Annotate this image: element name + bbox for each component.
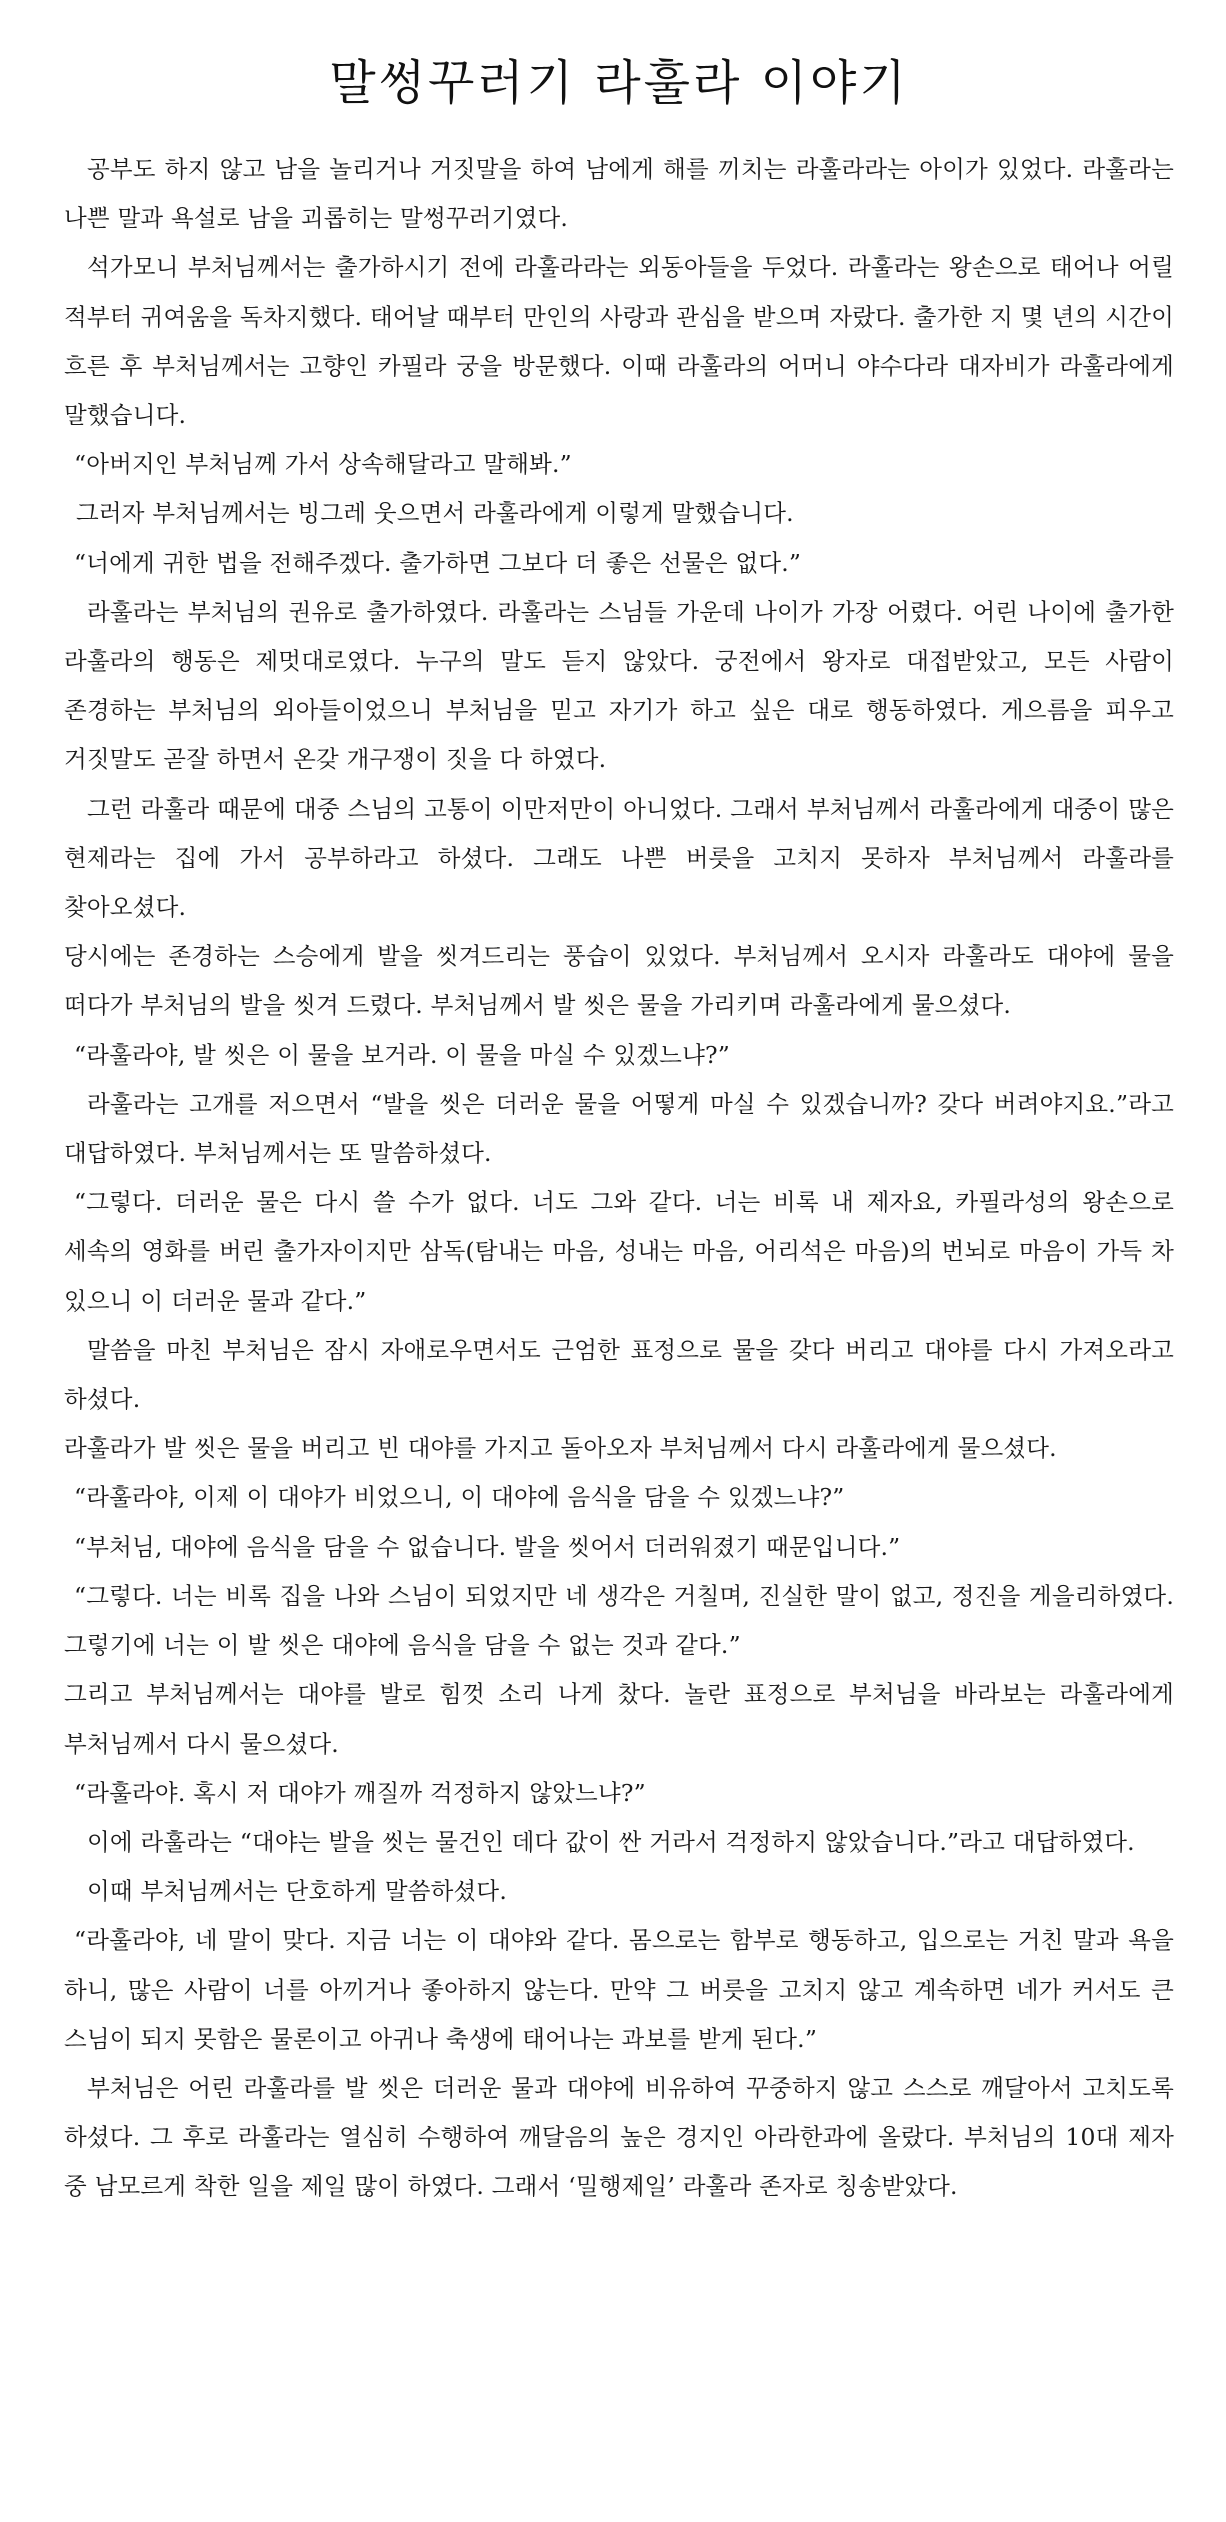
- paragraph-quote: “그렇다. 더러운 물은 다시 쓸 수가 없다. 너도 그와 같다. 너는 비록 내 제자요, 카필라성의 왕손으로 세속의 영화를 버린 출가자이지만 삼독(탐내는 마음, 성내는 마음, 어리석은 마음)의 번뇌로 마음이 가득 차 있으니 이 더러운 물과 같다.”: [64, 1188, 1174, 1315]
- paragraph: 말씀을 마친 부처님은 잠시 자애로우면서도 근엄한 표정으로 물을 갖다 버리고 대야를 다시 가져오라고 하셨다.: [64, 1335, 1174, 1414]
- paragraph: 그리고 부처님께서는 대야를 발로 힘껏 소리 나게 찼다. 놀란 표정으로 부처님을 바라보는 라훌라에게 부처님께서 다시 물으셨다.: [64, 1680, 1174, 1758]
- paragraph: 라훌라는 부처님의 권유로 출가하였다. 라훌라는 스님들 가운데 나이가 가장 어렸다. 어린 나이에 출가한 라훌라의 행동은 제멋대로였다. 누구의 말도 듣지 않았다. 궁전에서 왕자로 대접받았고, 모든 사람이 존경하는 부처님의 외아들이었으니 부처님을 믿고 자기가 하고 싶은 대로 행동하였다. 게으름을 피우고 거짓말도 곧잘 하면서 온갖 개구쟁이 짓을 다 하였다.: [64, 597, 1174, 774]
- paragraph: 그런 라훌라 때문에 대중 스님의 고통이 이만저만이 아니었다. 그래서 부처님께서 라훌라에게 대중이 많은 현제라는 집에 가서 공부하라고 하셨다. 그래도 나쁜 버릇을 고치지 못하자 부처님께서 라훌라를 찾아오셨다.: [64, 794, 1174, 922]
- paragraph: 라훌라가 발 씻은 물을 버리고 빈 대야를 가지고 돌아오자 부처님께서 다시 라훌라에게 물으셨다.: [64, 1434, 1057, 1463]
- paragraph: 이에 라훌라는 “대야는 발을 씻는 물건인 데다 값이 싼 거라서 걱정하지 않았습니다.”라고 대답하였다.: [87, 1827, 1135, 1856]
- paragraph-quote: “라훌라야, 이제 이 대야가 비었으니, 이 대야에 음식을 담을 수 있겠느냐?”: [74, 1483, 845, 1512]
- paragraph-quote: “라훌라야, 네 말이 맞다. 지금 너는 이 대야와 같다. 몸으로는 함부로 행동하고, 입으로는 거친 말과 욕을 하니, 많은 사람이 너를 아끼거나 좋아하지 않는다. 만약 그 버릇을 고치지 않고 계속하면 네가 커서도 큰 스님이 되지 못함은 물론이고 아귀나 축생에 태어나는 과보를 받게 된다.”: [64, 1926, 1174, 2053]
- paragraph-quote: “라훌라야, 발 씻은 이 물을 보거라. 이 물을 마실 수 있겠느냐?”: [74, 1040, 730, 1069]
- paragraph-quote: “부처님, 대야에 음식을 담을 수 없습니다. 발을 씻어서 더러워졌기 때문입니다.”: [74, 1532, 901, 1561]
- paragraph: 부처님은 어린 라훌라를 발 씻은 더러운 물과 대야에 비유하여 꾸중하지 않고 스스로 깨달아서 고치도록 하셨다. 그 후로 라훌라는 열심히 수행하여 깨달음의 높은 경지인 아라한과에 올랐다. 부처님의 10대 제자 중 남모르게 착한 일을 제일 많이 하였다. 그래서 ‘밀행제일’ 라훌라 존자로 칭송받았다.: [64, 2073, 1174, 2201]
- paragraph: 공부도 하지 않고 남을 놀리거나 거짓말을 하여 남에게 해를 끼치는 라훌라라는 아이가 있었다. 라훌라는 나쁜 말과 욕설로 남을 괴롭히는 말썽꾸러기였다.: [64, 155, 1174, 233]
- paragraph: 당시에는 존경하는 스승에게 발을 씻겨드리는 풍습이 있었다. 부처님께서 오시자 라훌라도 대야에 물을 떠다가 부처님의 발을 씻겨 드렸다. 부처님께서 발 씻은 물을 가리키며 라훌라에게 물으셨다.: [64, 942, 1174, 1020]
- paragraph: 석가모니 부처님께서는 출가하시기 전에 라훌라라는 외동아들을 두었다. 라훌라는 왕손으로 태어나 어릴 적부터 귀여움을 독차지했다. 태어날 때부터 만인의 사랑과 관심을 받으며 자랐다. 출가한 지 몇 년의 시간이 흐른 후 부처님께서는 고향인 카필라 궁을 방문했다. 이때 라훌라의 어머니 야수다라 대자비가 라훌라에게 말했습니다.: [64, 253, 1174, 430]
- paragraph-quote: “아버지인 부처님께 가서 상속해달라고 말해봐.”: [74, 450, 572, 479]
- paragraph: 라훌라는 고개를 저으면서 “발을 씻은 더러운 물을 어떻게 마실 수 있겠습니까? 갖다 버려야지요.”라고 대답하였다. 부처님께서는 또 말씀하셨다.: [64, 1089, 1174, 1168]
- paragraph-quote: “너에게 귀한 법을 전해주겠다. 출가하면 그보다 더 좋은 선물은 없다.”: [74, 548, 802, 577]
- paragraph-quote: “그렇다. 너는 비록 집을 나와 스님이 되었지만 네 생각은 거칠며, 진실한 말이 없고, 정진을 게을리하였다. 그렇기에 너는 이 발 씻은 대야에 음식을 담을 수 없는 것과 같다.”: [64, 1581, 1174, 1660]
- paragraph-quote: “라훌라야. 혹시 저 대야가 깨질까 걱정하지 않았느냐?”: [74, 1778, 646, 1807]
- paragraph: 이때 부처님께서는 단호하게 말씀하셨다.: [87, 1877, 507, 1906]
- document-page: [64, 0, 1174, 2201]
- document-body: [64, 145, 1174, 2212]
- paragraph: 그러자 부처님께서는 빙그레 웃으면서 라훌라에게 이렇게 말했습니다.: [76, 499, 794, 528]
- document-title: 말썽꾸러기 라훌라 이야기: [329, 55, 909, 111]
